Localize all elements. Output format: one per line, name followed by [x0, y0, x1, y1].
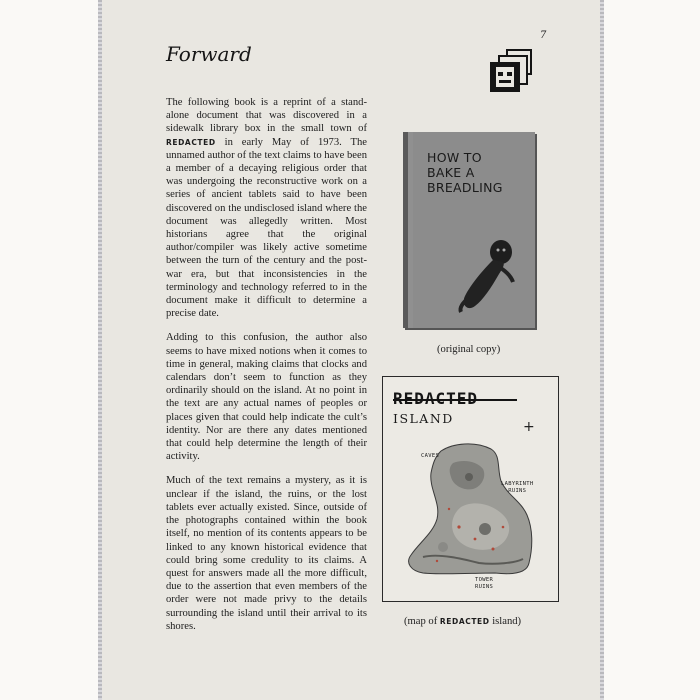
map-label-line: TOWER [475, 577, 494, 583]
map-label-labyrinth [501, 481, 534, 495]
book-page [102, 0, 600, 700]
outer-margin-right [602, 0, 700, 700]
map-caption-after: island) [489, 616, 522, 627]
map-label-line: RUINS [508, 488, 527, 494]
map-title-strikethrough [393, 399, 517, 401]
page-heading: Forward [166, 42, 252, 66]
map-label-tower [475, 577, 493, 591]
body-text [166, 96, 367, 644]
page-edge-left [98, 0, 102, 700]
paragraph-3: Much of the text remains a mystery, as it is unclear if the island, the ruins, or the lost tablets ever actually existed. Since, outside of the photographs contained within the book itself, no mention of its contents appears to be linked to any known historical evidence that could bring some credulity to its claims. A quest for answers made all the more difficult, due to the assertion that even members of the order were not made privy to the details surrounding the island until their arrival to its shores. [166, 475, 367, 632]
map-caption-before: (map of [404, 616, 440, 627]
paragraph-2: Adding to this confusion, the author also seems to have mixed notions when it comes to time in general, making claims that clocks and calendars don’t seem to function as they ordinarily should on the island. At no point in the text are any actual names of peoples or places given that could help indicate the cult’s identity. Nor are there any dates mentioned that could help determine the length of their activity. [166, 332, 367, 463]
redacted-town-name: REDACTED [166, 137, 216, 147]
book-cover-title [427, 150, 527, 195]
stacked-face-icon [487, 48, 535, 94]
map-label-line: LABYRINTH [501, 481, 534, 487]
page-number: 7 [540, 30, 547, 41]
map-caption [404, 616, 521, 627]
bread-doll-figure-icon [453, 236, 523, 316]
book-title-line: BAKE A [427, 165, 475, 180]
book-title-line: BREADLING [427, 180, 503, 195]
map-cross-mark: + [523, 419, 535, 435]
map-label-caves: CAVES [421, 453, 440, 459]
outer-margin-left [0, 0, 100, 700]
book-photo [403, 132, 535, 328]
paragraph-1-after: in early May of 1973. The unnamed author of the text claims to have been a member of a decaying religious order that was undergoing the reconstructive work on a series of ancient tablets said to have been discovered on the undisclosed island where the document was allegedly written. Most historians agree that the original author/compiler was likely active sometime between the turn of the century and the post-war era, but that inconsistencies in the terminology and technology referred to in the document make it difficult to determine a precise date. [166, 136, 367, 320]
page-edge-right [600, 0, 604, 700]
paragraph-1-before: The following book is a reprint of a stand-alone document that was discovered in a sidewalk library box in the small town of [166, 97, 367, 135]
map-caption-redacted: REDACTED [439, 617, 490, 626]
paragraph-1 [166, 96, 367, 320]
book-caption: (original copy) [437, 344, 501, 355]
map-subtitle: ISLAND [393, 411, 454, 426]
island-map [382, 376, 559, 602]
book-title-line: HOW TO [427, 150, 482, 165]
map-label-line: RUINS [475, 584, 494, 590]
